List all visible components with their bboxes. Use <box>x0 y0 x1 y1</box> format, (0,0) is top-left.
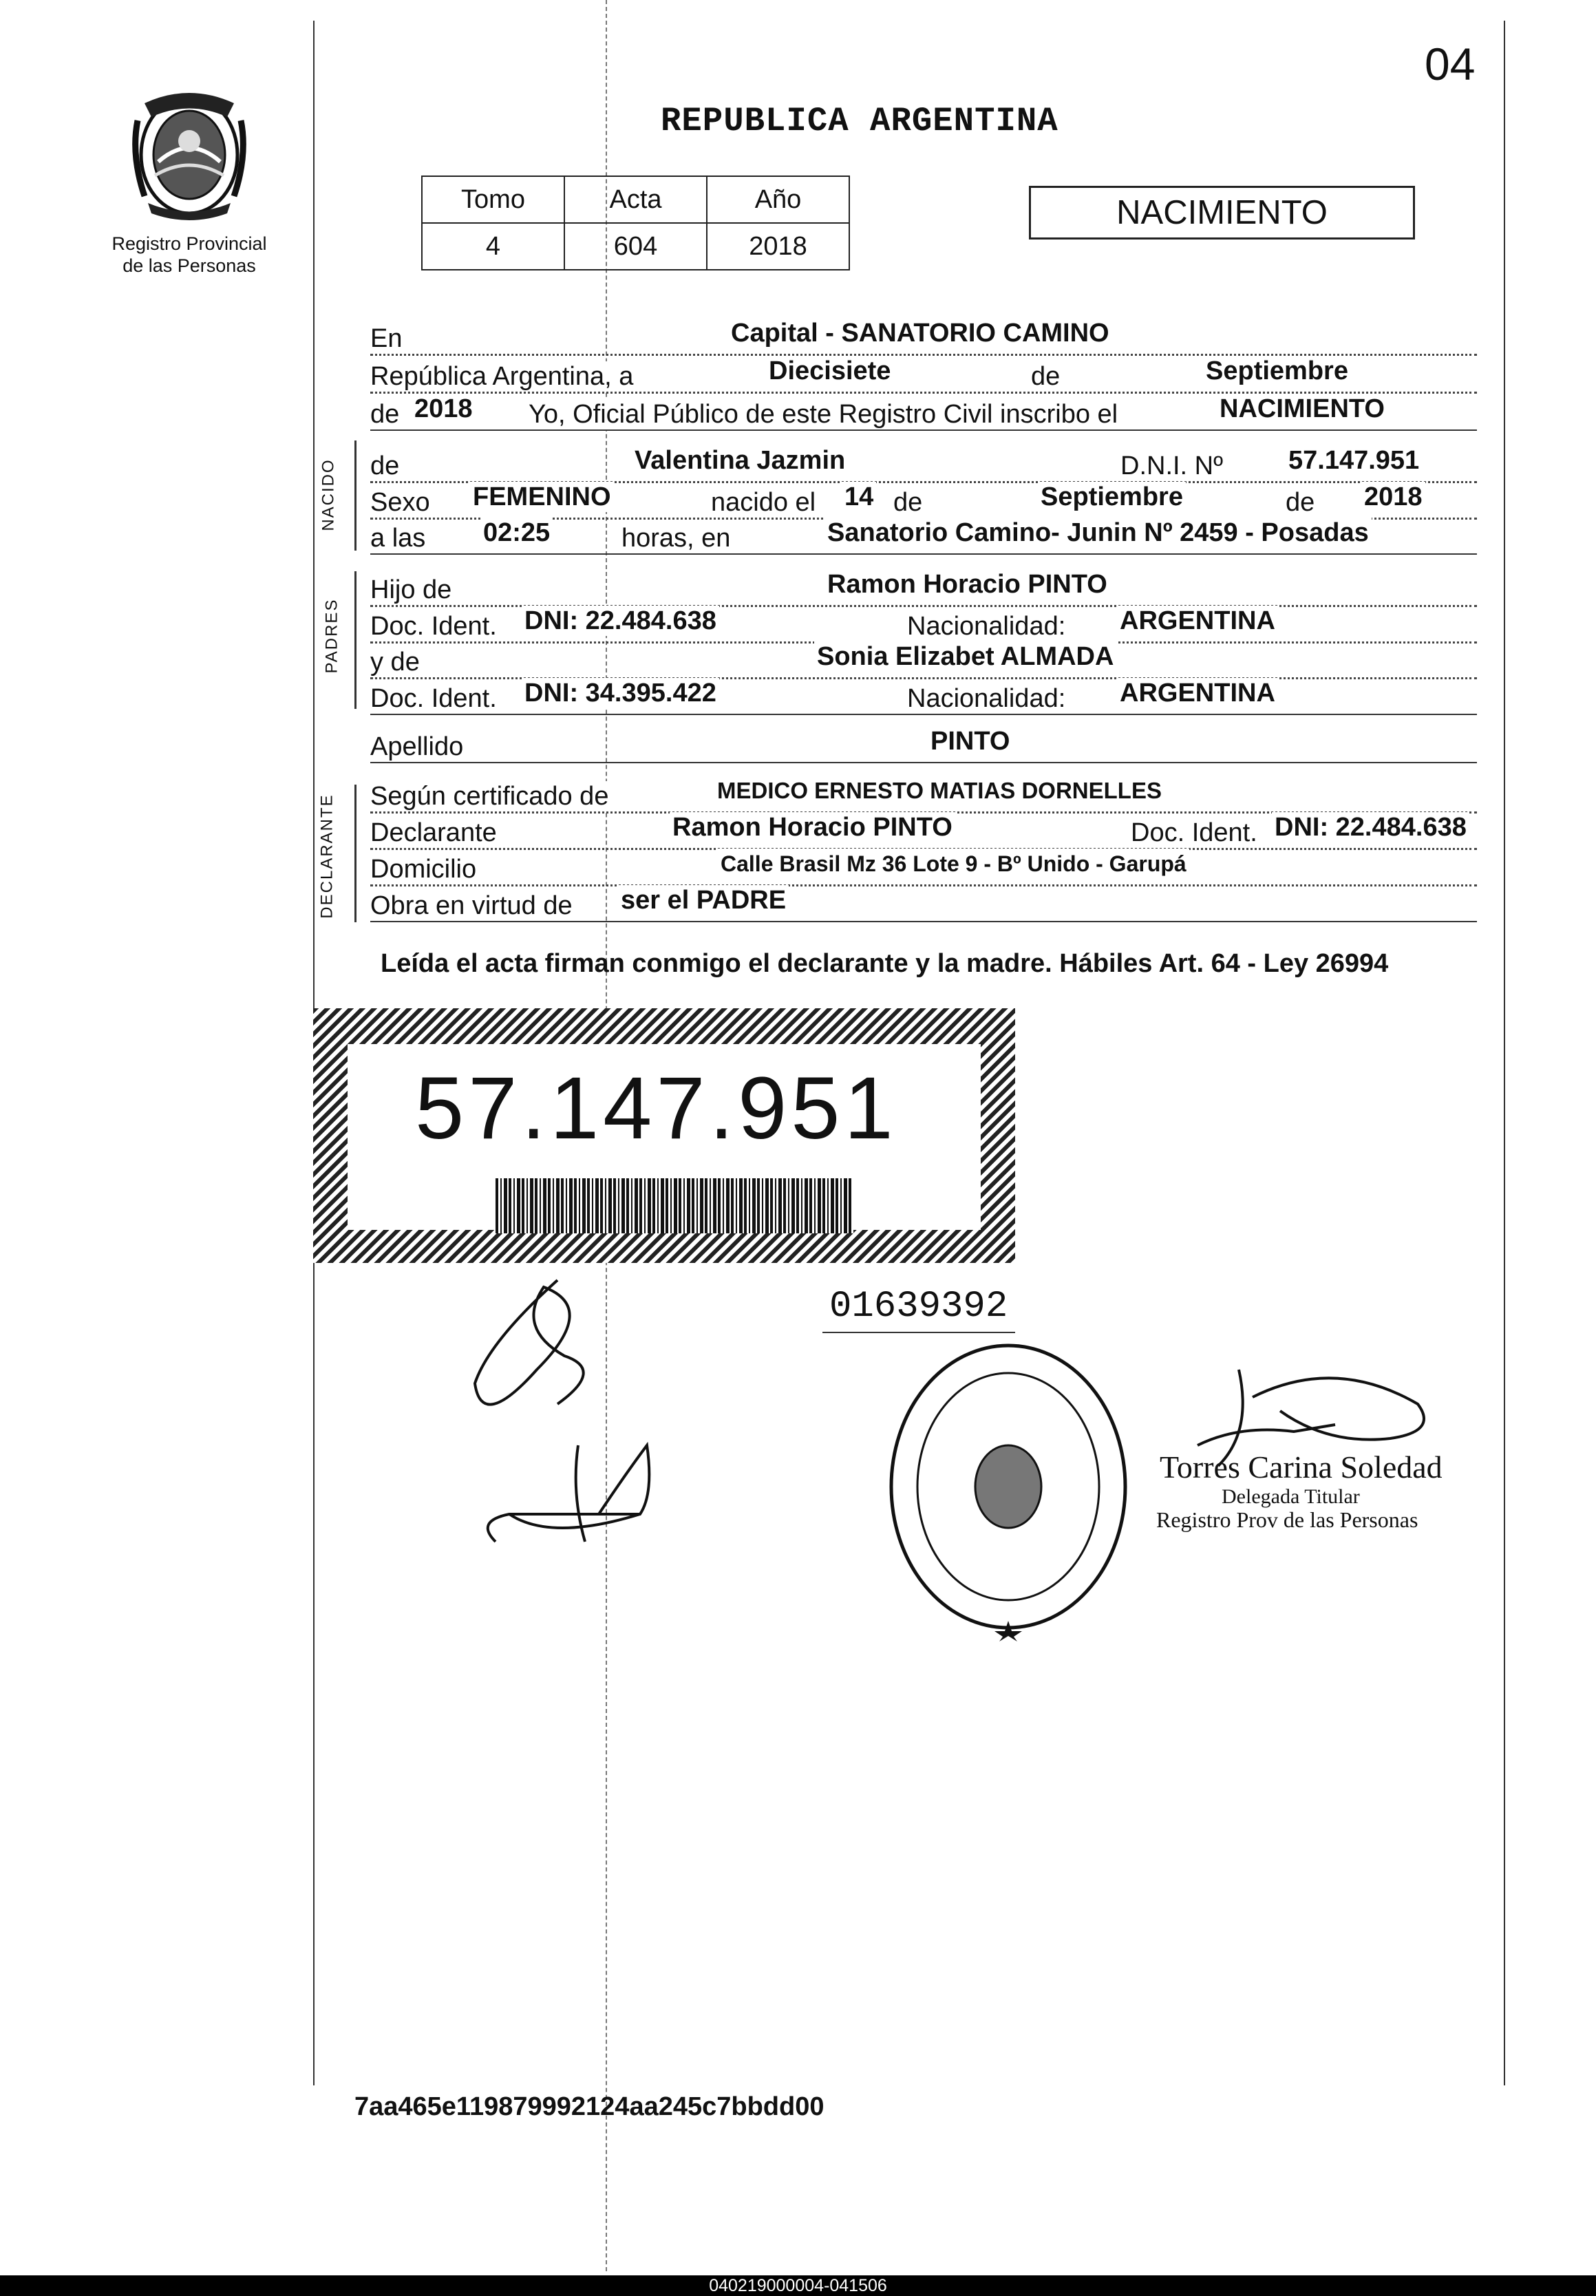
dni-label: D.N.I. Nº <box>1120 451 1226 481</box>
nacido-side-label: NACIDO <box>319 458 338 531</box>
certificado-row <box>370 778 1477 814</box>
month-value: Septiembre <box>1203 356 1351 386</box>
provincia-misiones-emblem-icon <box>117 79 262 224</box>
anio-header: Año <box>707 176 849 223</box>
page-number: 04 <box>1425 39 1476 89</box>
dni-sticker-number: 57.147.951 <box>415 1059 897 1158</box>
obra-label: Obra en virtud de <box>370 891 575 921</box>
nacido-de2-label: de <box>1286 487 1317 518</box>
dni-value: 57.147.951 <box>1286 445 1422 476</box>
padre-doc-row <box>370 606 1477 644</box>
official-org: Registro Prov de las Personas <box>1156 1507 1418 1532</box>
apellido-label: Apellido <box>370 732 466 762</box>
record-type-box: NACIMIENTO <box>1029 186 1415 240</box>
padres-brace <box>354 571 357 709</box>
domicilio-label: Domicilio <box>370 854 479 884</box>
obra-row <box>370 886 1477 922</box>
day-value: Diecisiete <box>766 356 893 386</box>
declarante-value: Ramon Horacio PINTO <box>670 812 955 842</box>
declarante-side-label: DECLARANTE <box>317 794 337 919</box>
nacido-de-label: de <box>893 487 925 518</box>
madre-nac-value: ARGENTINA <box>1117 678 1278 708</box>
nacido-day: 14 <box>842 482 876 512</box>
oficial-row <box>370 394 1477 431</box>
document-title: REPUBLICA ARGENTINA <box>661 102 1058 140</box>
hijo-row <box>370 570 1477 607</box>
dni-sticker <box>313 1008 1015 1263</box>
barcode-icon <box>496 1178 853 1233</box>
apellido-row <box>370 727 1477 763</box>
footer-code: 040219000004-041506 <box>0 2275 1596 2296</box>
dni-sticker-inner <box>348 1044 981 1230</box>
closing-note: Leída el acta firman conmigo el declarante y la madre. Hábiles Art. 64 - Ley 26994 <box>381 949 1389 978</box>
madre-doc-value: DNI: 34.395.422 <box>522 678 719 708</box>
declarant-signature-icon <box>447 1266 681 1590</box>
registry-caption-line-2: de las Personas <box>123 255 256 276</box>
record-table <box>421 176 850 270</box>
padres-side-label: PADRES <box>322 598 341 674</box>
apellido-value: PINTO <box>928 726 1012 756</box>
madre-value: Sonia Elizabet ALMADA <box>814 641 1116 672</box>
declarante-doc-value: DNI: 22.484.638 <box>1272 812 1469 842</box>
registry-caption-line-1: Registro Provincial <box>111 233 267 254</box>
padre-nac-value: ARGENTINA <box>1117 606 1278 636</box>
oficial-text: Yo, Oficial Público de este Registro Civil inscribo el <box>529 399 1120 429</box>
nombre-value: Valentina Jazmin <box>632 445 848 476</box>
madre-doc-label: Doc. Ident. <box>370 683 500 714</box>
sexo-value: FEMENINO <box>470 482 614 512</box>
padre-doc-label: Doc. Ident. <box>370 611 500 641</box>
republica-label: República Argentina, a <box>370 361 636 392</box>
hora-row <box>370 518 1477 555</box>
nacido-brace <box>354 440 357 551</box>
official-seal-icon <box>877 1339 1139 1641</box>
obra-value: ser el PADRE <box>618 885 789 915</box>
registry-caption <box>93 233 286 277</box>
nombre-row <box>370 446 1477 483</box>
de2-label: de <box>370 399 402 429</box>
padre-nac-label: Nacionalidad: <box>907 611 1068 641</box>
serial-stamp: 01639392 <box>829 1286 1008 1328</box>
alas-label: a las <box>370 523 428 553</box>
official-name: Torres Carina Soledad <box>1160 1449 1443 1485</box>
acta-header: Acta <box>564 176 707 223</box>
horas-label: horas, en <box>621 523 733 553</box>
declarante-doc-label: Doc. Ident. <box>1131 818 1260 848</box>
declarante-label: Declarante <box>370 818 500 848</box>
domicilio-value: Calle Brasil Mz 36 Lote 9 - Bº Unido - Garupá <box>718 849 1189 879</box>
certificado-label: Según certificado de <box>370 781 611 811</box>
declarante-row <box>370 813 1477 850</box>
hijo-label: Hijo de <box>370 575 454 605</box>
padre-doc-value: DNI: 22.484.638 <box>522 606 719 636</box>
nombre-label: de <box>370 451 402 481</box>
fecha-row <box>370 357 1477 394</box>
year-value: 2018 <box>412 394 476 424</box>
acta-value: 604 <box>564 223 707 270</box>
tomo-header: Tomo <box>422 176 564 223</box>
en-row <box>370 319 1477 356</box>
nacido-year: 2018 <box>1361 482 1425 512</box>
padre-value: Ramon Horacio PINTO <box>824 569 1110 599</box>
serial-underline <box>822 1332 1015 1333</box>
madre-row <box>370 642 1477 679</box>
madre-nac-label: Nacionalidad: <box>907 683 1068 714</box>
en-value: Capital - SANATORIO CAMINO <box>728 318 1112 348</box>
yde-label: y de <box>370 647 423 677</box>
right-margin-line <box>1504 21 1505 2085</box>
sexo-row <box>370 482 1477 520</box>
certificado-value: MEDICO ERNESTO MATIAS DORNELLES <box>714 776 1164 806</box>
domicilio-row <box>370 851 1477 886</box>
seal-outer-text <box>857 1645 1160 1646</box>
madre-doc-row <box>370 679 1477 715</box>
anio-value: 2018 <box>707 223 849 270</box>
de-label: de <box>1031 361 1063 392</box>
official-role: Delegada Titular <box>1222 1485 1360 1508</box>
hora-value: 02:25 <box>480 518 553 548</box>
declarante-brace <box>354 785 357 922</box>
inscribe-value: NACIMIENTO <box>1217 394 1387 424</box>
document-hash: 7aa465e119879992124aa245c7bbdd00 <box>354 2092 824 2121</box>
sexo-label: Sexo <box>370 487 433 518</box>
tomo-value: 4 <box>422 223 564 270</box>
nacido-month: Septiembre <box>1038 482 1186 512</box>
nacido-label: nacido el <box>711 487 818 518</box>
en-label: En <box>370 323 405 354</box>
lugar-value: Sanatorio Camino- Junin Nº 2459 - Posadas <box>824 518 1372 548</box>
